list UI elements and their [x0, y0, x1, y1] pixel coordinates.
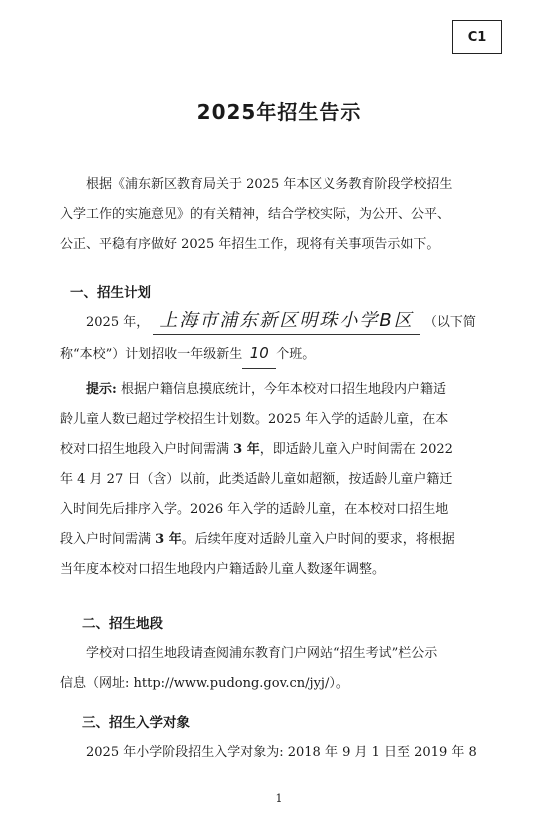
plan-text-a: 称“本校”）计划招收一年级新生	[60, 347, 243, 362]
plan-line-1	[60, 308, 506, 338]
plan-suffix: （以下简	[423, 315, 476, 330]
page-number: 1	[275, 792, 283, 805]
section2-paragraph	[60, 639, 506, 699]
tip-line-2: 龄儿童人数已超过学校招生计划数。2025 年入学的适龄儿童，在本	[60, 412, 449, 427]
tip-line-5: 入时间先后排序入学。2026 年入学的适龄儿童，在本校对口招生地	[60, 502, 449, 517]
tip-line-4: 年 4 月 27 日（含）以前，此类适龄儿童如超额，按适龄儿童户籍迁	[60, 472, 453, 487]
tip-line-6	[60, 525, 506, 555]
intro-line-3: 公正、平稳有序做好 2025 年招生工作，现将有关事项告示如下。	[60, 237, 440, 252]
intro-line-2: 入学工作的实施意见》的有关精神，结合学校实际，为公开、公平、	[60, 207, 451, 222]
school-name-handwritten: 上海市浦东新区明珠小学B区	[153, 308, 419, 335]
document-title: 2025年招生告示	[196, 100, 362, 124]
section3-heading: 三、招生入学对象	[82, 715, 190, 731]
tip-text-1: 根据户籍信息摸底统计，今年本校对口招生地段内户籍适	[116, 382, 446, 397]
section2-heading: 二、招生地段	[82, 616, 163, 632]
plan-line-2	[60, 338, 506, 370]
tip-text-6c: 。后续年度对适龄儿童入户时间的要求，将根据	[181, 532, 455, 547]
plan-paragraph	[60, 308, 506, 370]
tip-line-7: 当年度本校对口招生地段内户籍适龄儿童人数逐年调整。	[60, 562, 386, 577]
section3-paragraph	[60, 738, 506, 768]
tip-text-3c: ，即适龄儿童入户时间需在 2022	[259, 442, 453, 457]
document-code-box: C1	[452, 20, 502, 54]
tip-bold-3-years-2: 3 年	[155, 532, 182, 547]
class-count-handwritten: 10	[242, 338, 276, 369]
tip-line-1	[60, 375, 506, 405]
plan-prefix: 2025 年，	[86, 315, 150, 330]
tip-text-6a: 段入户时间需满	[60, 532, 156, 547]
section2-line-1: 学校对口招生地段请查阅浦东教育门户网站“招生考试”栏公示	[86, 646, 438, 661]
intro-line-1: 根据《浦东新区教育局关于 2025 年本区义务教育阶段学校招生	[86, 177, 453, 192]
plan-text-b: 个班。	[276, 347, 316, 362]
tip-bold-3-years: 3 年	[233, 442, 260, 457]
intro-paragraph	[60, 170, 506, 260]
section1-heading: 一、招生计划	[70, 285, 151, 301]
tip-paragraph	[60, 375, 506, 585]
tip-text-3a: 校对口招生地段入户时间需满	[60, 442, 234, 457]
tip-line-3	[60, 435, 506, 465]
tip-label: 提示:	[86, 382, 117, 397]
section3-line-1: 2025 年小学阶段招生入学对象为: 2018 年 9 月 1 日至 2019 年 8	[86, 745, 477, 760]
section2-line-2: 信息（网址: http://www.pudong.gov.cn/jyj/）。	[60, 676, 349, 691]
